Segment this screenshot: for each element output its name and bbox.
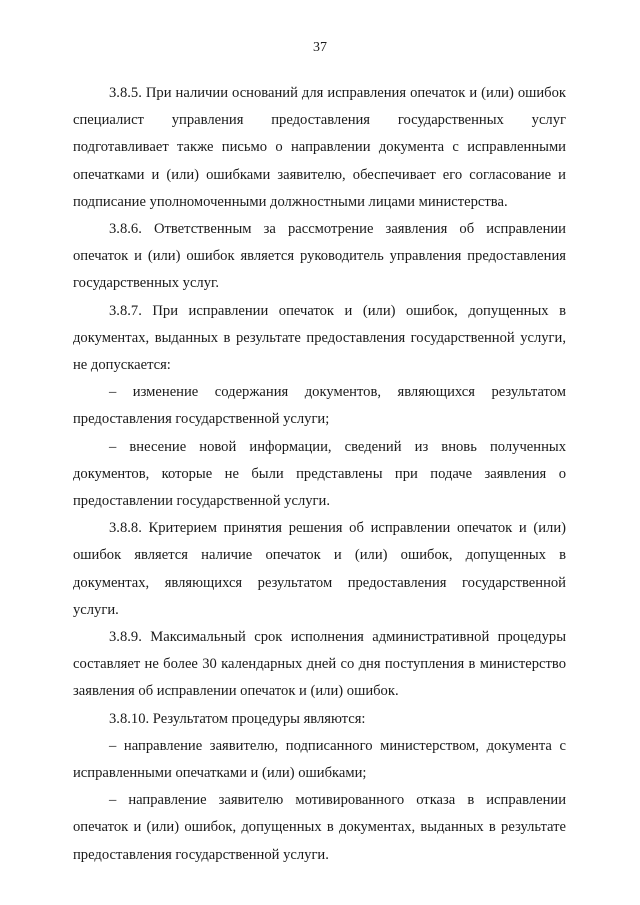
paragraph-3-8-7: 3.8.7. При исправлении опечаток и (или) ошибок, допущенных в документах, выданных в результате предоставления государственной услуги, не допускается: <box>73 302 566 374</box>
paragraph-3-8-8: 3.8.8. Критерием принятия решения об исправлении опечаток и (или) ошибок является наличие опечаток и (или) ошибок, допущенных в документах, являющихся результатом предоставления государственной услуги. <box>73 520 566 618</box>
list-item-refusal: – направление заявителю мотивированного отказа в исправлении опечаток и (или) ошибок, допущенных в документах, выданных в результате предоставления государственной услуги. <box>73 792 566 863</box>
paragraph-3-8-9: 3.8.9. Максимальный срок исполнения административной процедуры составляет не более 30 календарных дней со дня поступления в министерство заявления об исправлении опечаток и (или) ошибок. <box>73 629 566 700</box>
paragraph-3-8-5: 3.8.5. При наличии оснований для исправления опечаток и (или) ошибок специалист управления предоставления государственных услуг подготавливает также письмо о направлении документа с исправленными опечатками и (или) ошибками заявителю, обеспечивает его согласование и подписание уполномоченными должностными лицами министерства. <box>73 85 566 210</box>
paragraph-3-8-6: 3.8.6. Ответственным за рассмотрение заявления об исправлении опечаток и (или) ошибок является руководитель управления предоставления государственных услуг. <box>73 221 566 292</box>
page-number: 37 <box>313 40 327 55</box>
paragraph-3-8-10: 3.8.10. Результатом процедуры являются: <box>109 710 366 727</box>
list-item-content-change: – изменение содержания документов, являющихся результатом предоставления государственной услуги; <box>73 384 566 428</box>
document-body <box>73 80 566 869</box>
list-item-new-information: – внесение новой информации, сведений из вновь полученных документов, которые не были представлены при подаче заявления о предоставлении государственной услуги. <box>73 438 566 510</box>
list-item-corrected-document: – направление заявителю, подписанного министерством, документа с исправленными опечатками и (или) ошибками; <box>73 737 566 782</box>
